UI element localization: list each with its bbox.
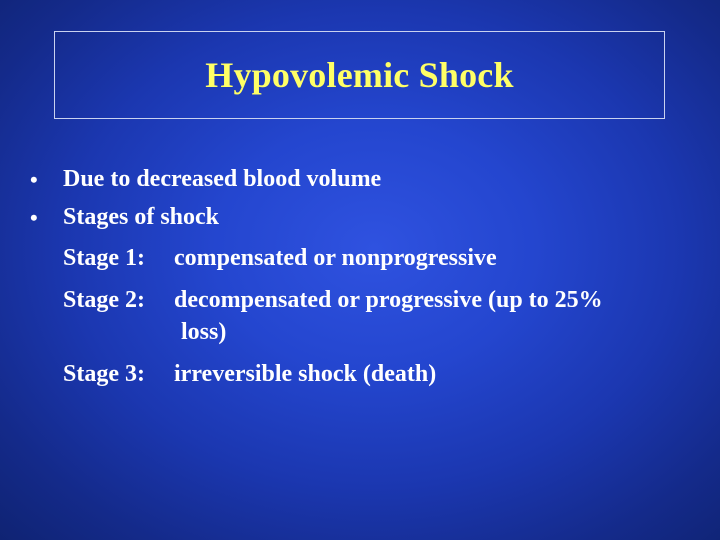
slide-title: Hypovolemic Shock bbox=[205, 55, 514, 95]
stage-2-label: Stage 2: bbox=[63, 287, 145, 313]
stage-1-description: compensated or nonprogressive bbox=[174, 245, 497, 271]
stage-2-continuation: loss) bbox=[181, 319, 227, 345]
stage-3-label: Stage 3: bbox=[63, 361, 145, 387]
bullet-text-stages-of-shock: Stages of shock bbox=[63, 204, 220, 230]
bullet-icon: • bbox=[30, 205, 38, 230]
stage-1-label: Stage 1: bbox=[63, 245, 145, 271]
stage-2-description: decompensated or progressive (up to 25% bbox=[174, 287, 603, 313]
bullet-text-decreased-blood-volume: Due to decreased blood volume bbox=[63, 166, 382, 192]
stage-3-description: irreversible shock (death) bbox=[174, 361, 437, 387]
bullet-icon: • bbox=[30, 167, 38, 192]
